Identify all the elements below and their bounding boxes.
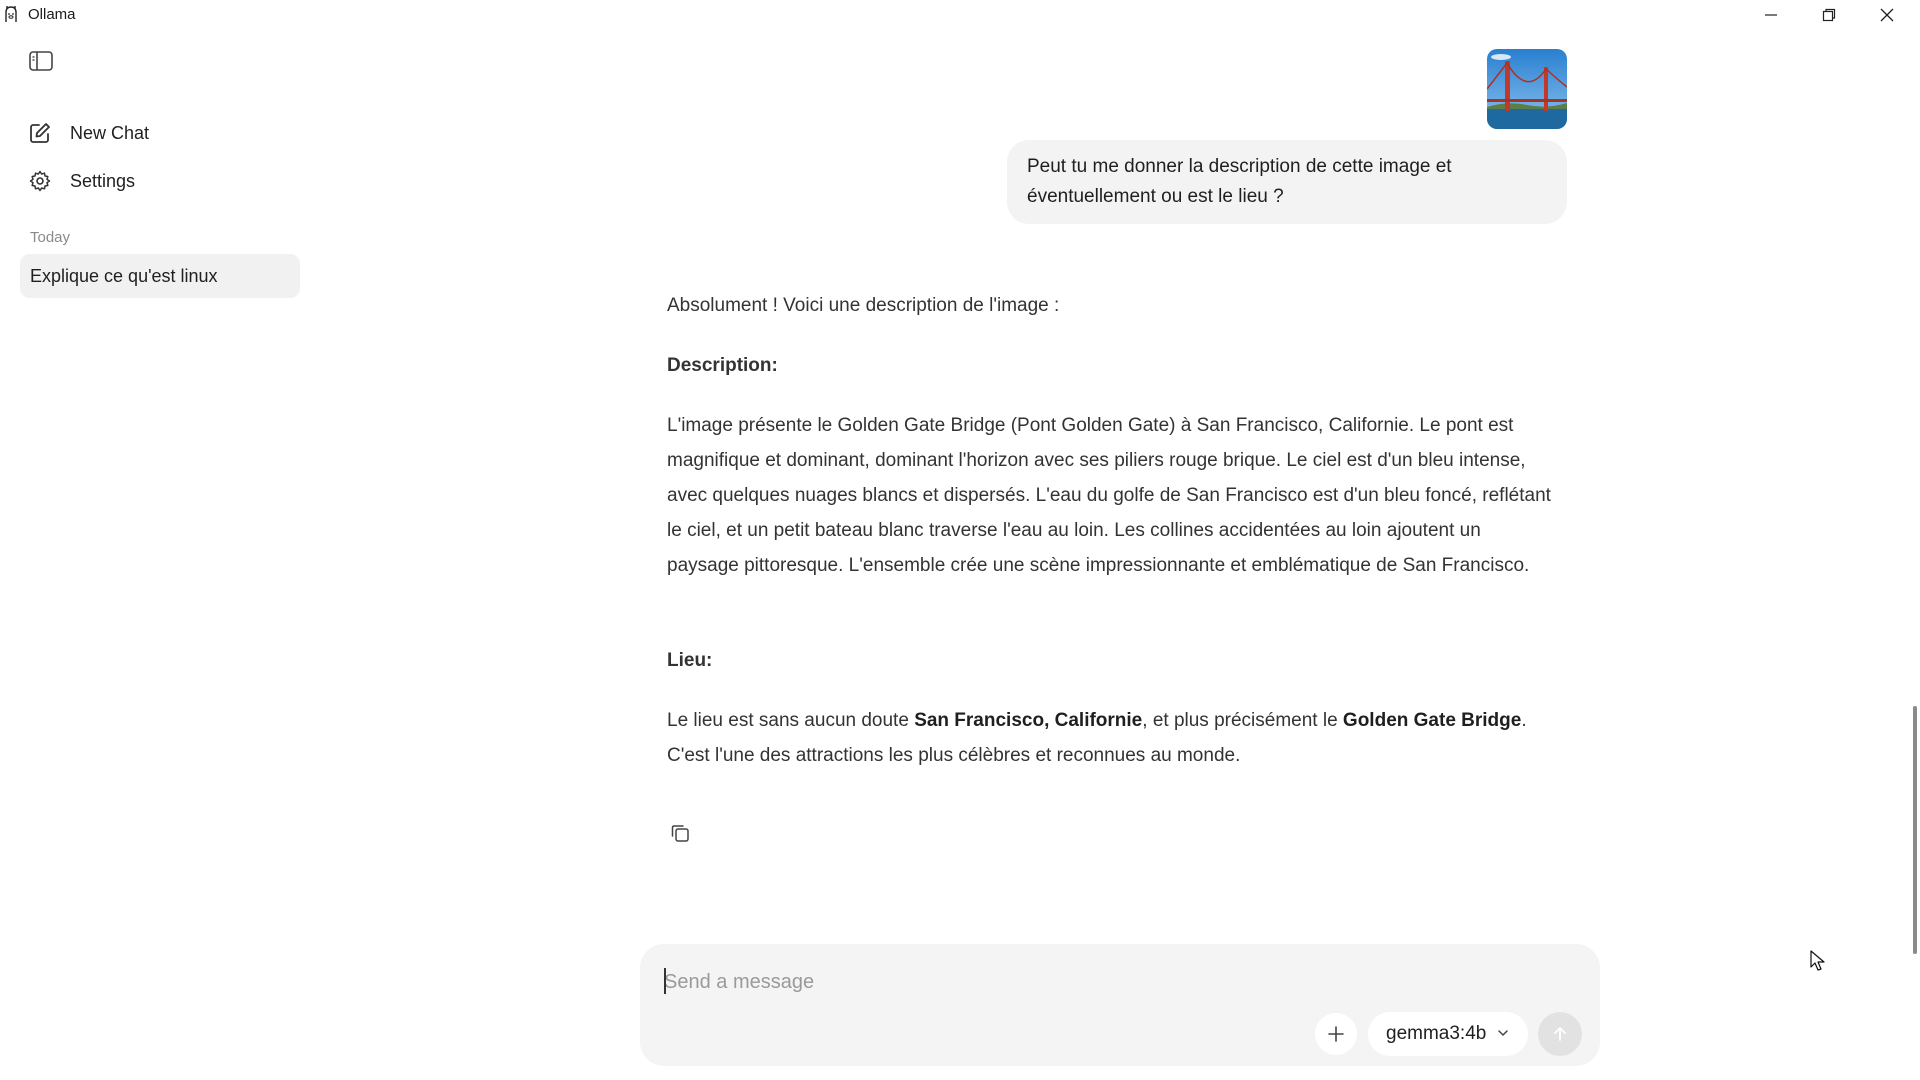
assistant-lieu-paragraph <box>667 703 1557 773</box>
close-button[interactable] <box>1858 0 1916 30</box>
chevron-down-icon <box>1496 1026 1510 1040</box>
message-composer <box>640 944 1600 1066</box>
image-thumbnail-graphic <box>1487 49 1567 129</box>
scrollbar[interactable] <box>1910 30 1920 1080</box>
sidebar-toggle-icon <box>29 51 53 71</box>
assistant-description: L'image présente le Golden Gate Bridge (Pont Golden Gate) à San Francisco, Californie. Le pont est magnifique et dominant, dominant l'horizon avec ses piliers rouge brique. Le ciel est d'un bleu intense, avec quelques nuages blancs et dispersés. L'eau du golfe de San Francisco est d'un bleu foncé, reflétant le ciel, et un petit bateau blanc traverse l'eau au loin. Les collines accidentées au loin ajoutent un paysage pittoresque. L'ensemble crée une scène impressionnante et emblématique de San Francisco. <box>667 415 1551 576</box>
ollama-logo-icon <box>3 5 19 23</box>
arrow-up-icon <box>1551 1025 1569 1043</box>
user-message-bubble: Peut tu me donner la description de cette image et éventuellement ou est le lieu ? <box>1007 140 1567 224</box>
new-chat-label: New Chat <box>70 122 150 143</box>
model-name: gemma3:4b <box>1386 1023 1487 1044</box>
new-chat-button[interactable] <box>28 118 149 148</box>
settings-button[interactable] <box>28 166 135 196</box>
assistant-heading-lieu: Lieu: <box>667 650 713 671</box>
mouse-cursor-icon <box>1810 950 1826 972</box>
lieu-text-1: Le lieu est sans aucun doute <box>667 710 915 731</box>
scrollbar-thumb[interactable] <box>1913 706 1917 954</box>
new-chat-icon <box>28 121 52 145</box>
app-title: Ollama <box>28 6 76 23</box>
lieu-bold-1: San Francisco, Californie <box>914 710 1143 731</box>
title-bar <box>0 0 1920 30</box>
text-caret <box>664 968 666 994</box>
lieu-text-3: . C'est l'une des attractions les plus célèbres et reconnues au monde. <box>667 710 1527 766</box>
model-selector[interactable] <box>1368 1012 1528 1056</box>
close-icon <box>1880 8 1894 22</box>
golden-gate-thumbnail[interactable] <box>1487 49 1567 129</box>
gear-icon <box>28 169 52 193</box>
sidebar <box>0 30 310 1080</box>
restore-icon <box>1822 8 1836 22</box>
restore-button[interactable] <box>1800 0 1858 30</box>
assistant-heading-description: Description: <box>667 355 778 376</box>
copy-icon <box>670 823 690 843</box>
minimize-icon <box>1764 8 1778 22</box>
settings-label: Settings <box>70 170 136 191</box>
lieu-text-2: , et plus précisément le <box>1142 710 1343 731</box>
copy-button[interactable] <box>667 820 693 846</box>
section-today: Today <box>30 229 71 246</box>
add-attachment-button[interactable] <box>1315 1013 1357 1055</box>
minimize-button[interactable] <box>1742 0 1800 30</box>
message-input[interactable] <box>664 966 1464 998</box>
plus-icon <box>1327 1025 1345 1043</box>
lieu-bold-2: Golden Gate Bridge <box>1342 710 1522 731</box>
sidebar-toggle-button[interactable] <box>28 50 54 72</box>
chat-history-item[interactable]: Explique ce qu'est linux <box>20 254 300 298</box>
assistant-intro: Absolument ! Voici une description de l'image : <box>667 295 1060 316</box>
send-button[interactable] <box>1538 1012 1582 1056</box>
